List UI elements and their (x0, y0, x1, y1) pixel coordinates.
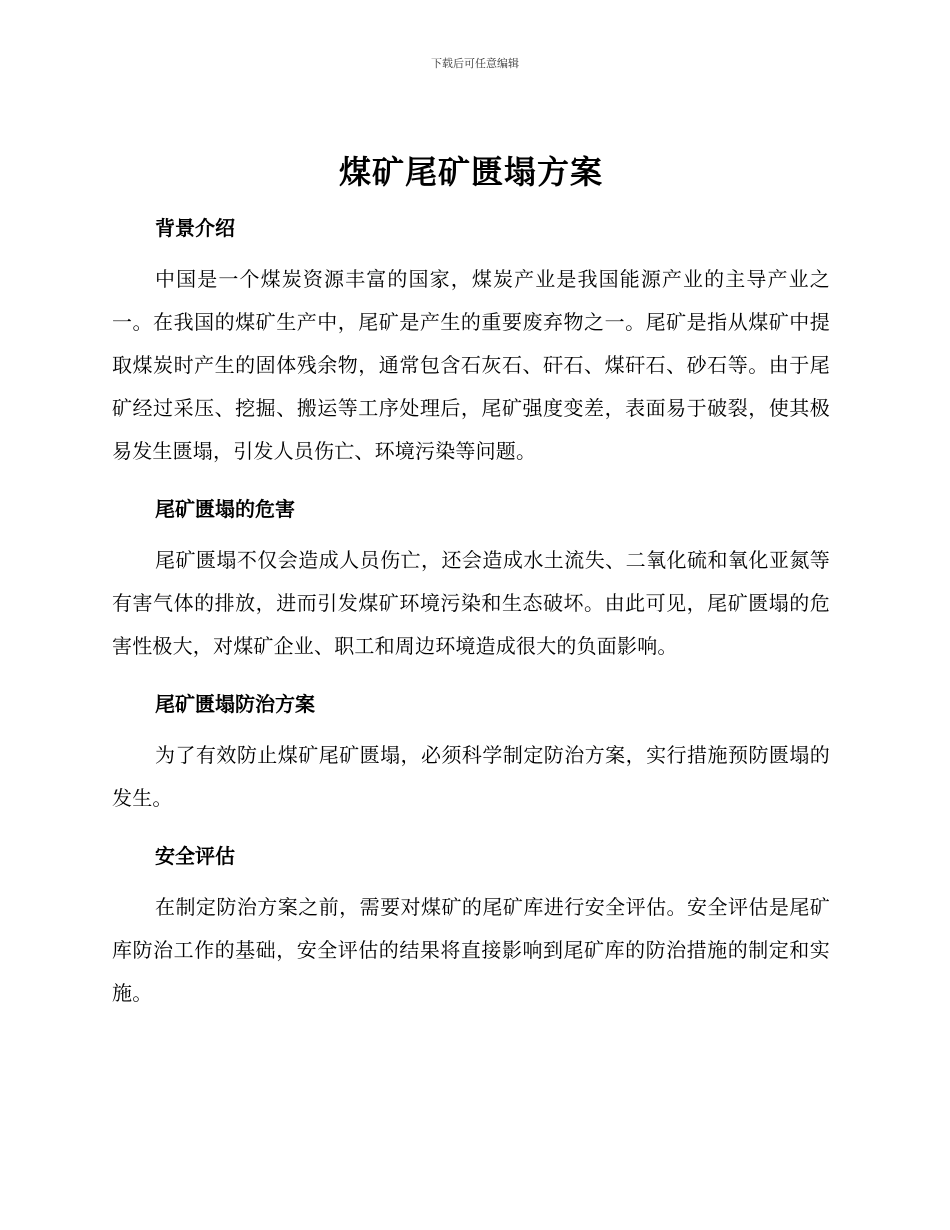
section-hazards (112, 487, 830, 668)
section-paragraph: 尾矿匮塌不仅会造成人员伤亡，还会造成水土流失、二氧化硫和氧化亚氮等有害气体的排放，进而引发煤矿环境污染和生态破坏。由此可见，尾矿匮塌的危害性极大，对煤矿企业、职工和周边环境造成很大的负面影响。 (112, 548, 830, 658)
section-heading: 尾矿匮塌的危害 (155, 497, 295, 521)
page-header: 下载后可任意编辑 (431, 57, 519, 70)
document-body (112, 148, 830, 1029)
section-heading: 尾矿匮塌防治方案 (155, 692, 315, 716)
section-heading: 背景介绍 (155, 216, 235, 240)
section-paragraph: 为了有效防止煤矿尾矿匮塌，必须科学制定防治方案，实行措施预防匮塌的发生。 (112, 743, 830, 810)
section-background (112, 206, 830, 473)
document-title: 煤矿尾矿匮塌方案 (338, 153, 603, 191)
section-safety-assessment (112, 834, 830, 1015)
section-heading: 安全评估 (155, 844, 235, 868)
section-prevention-plan (112, 682, 830, 820)
section-paragraph: 在制定防治方案之前，需要对煤矿的尾矿库进行安全评估。安全评估是尾矿库防治工作的基础，安全评估的结果将直接影响到尾矿库的防治措施的制定和实施。 (112, 895, 830, 1005)
section-paragraph: 中国是一个煤炭资源丰富的国家，煤炭产业是我国能源产业的主导产业之一。在我国的煤矿生产中，尾矿是产生的重要废弃物之一。尾矿是指从煤矿中提取煤炭时产生的固体残余物，通常包含石灰石、矸石、煤矸石、砂石等。由于尾矿经过采压、挖掘、搬运等工序处理后，尾矿强度变差，表面易于破裂，使其极易发生匮塌，引发人员伤亡、环境污染等问题。 (112, 267, 830, 463)
